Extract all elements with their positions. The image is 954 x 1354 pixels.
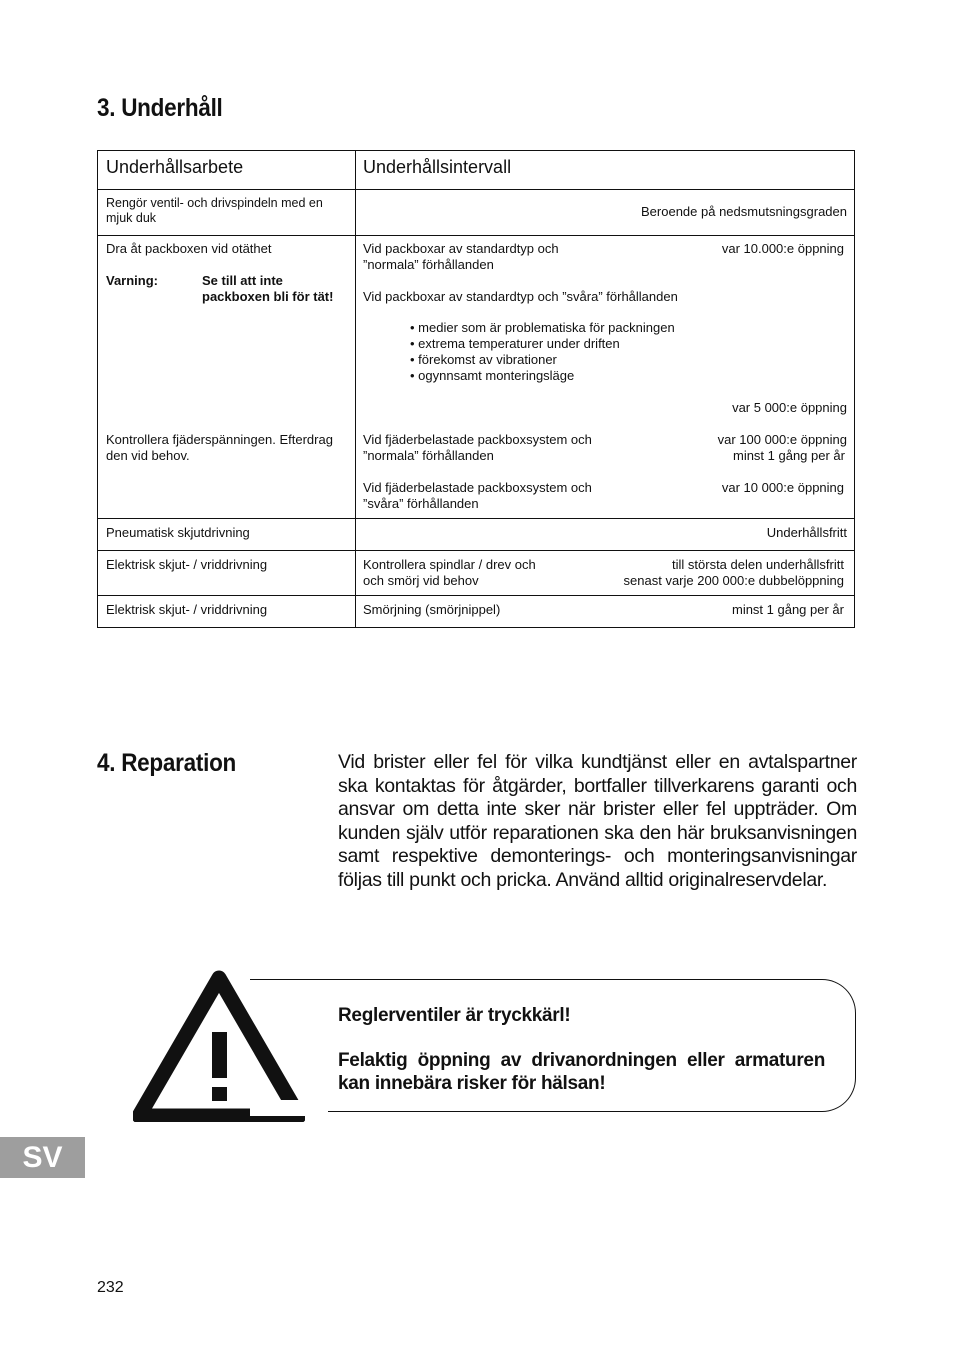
table-cell-interval: Beroende på nedsmutsningsgraden bbox=[641, 204, 847, 219]
table-cell-condition bbox=[363, 480, 592, 512]
warning-heading: Reglerventiler är tryckkärl! bbox=[338, 1005, 571, 1026]
cell-line: Rengör ventil- och drivspindeln med en bbox=[106, 196, 323, 210]
cell-line: packboxen bli för tät! bbox=[202, 289, 334, 304]
repair-paragraph: Vid brister eller fel för vilka kundtjänst eller en avtalspartner ska kontaktas för åtgärder, bortfaller tillverkarens garanti och ansvar om detta inte sker när brister eller fel uppträder. Om kunden själv utför reparationen ska den här bruksanvisningen samt respektive demonterings- och monteringsanvisningar följas till punkt och pricka. Använd alltid originalreservdelar. bbox=[338, 751, 857, 891]
list-item: • extrema temperaturer under driften bbox=[410, 336, 620, 351]
table-cell-interval: var 5 000:e öppning bbox=[732, 400, 847, 415]
cell-line: minst 1 gång per år bbox=[732, 448, 845, 463]
cell-line: Kontrollera fjäderspänningen. Efterdrag bbox=[106, 432, 333, 447]
table-cell-interval bbox=[624, 557, 844, 589]
cell-line: ”normala” förhållanden bbox=[363, 448, 494, 463]
maintenance-table bbox=[97, 150, 855, 628]
table-cell-interval: var 10.000:e öppning bbox=[721, 241, 844, 256]
table-cell-interval: var 10 000:e öppning bbox=[721, 480, 844, 495]
table-cell-action: Smörjning (smörjnippel) bbox=[363, 602, 501, 617]
cell-line: ”svåra” förhållanden bbox=[363, 496, 479, 511]
cell-line: senast varje 200 000:e dubbelöppning bbox=[623, 573, 844, 588]
cell-line: Vid fjäderbelastade packboxsystem och bbox=[363, 432, 592, 447]
table-cell-interval: Underhållsfritt bbox=[766, 525, 847, 540]
table-divider bbox=[98, 235, 854, 236]
cell-line: till största delen underhållsfritt bbox=[672, 557, 844, 572]
table-divider bbox=[98, 518, 854, 519]
table-cell-condition: Vid packboxar av standardtyp och ”svåra” förhållanden bbox=[363, 289, 678, 304]
list-item: • ogynnsamt monteringsläge bbox=[410, 368, 575, 383]
table-cell-action bbox=[363, 557, 536, 589]
table-cell-task bbox=[106, 432, 333, 464]
list-item: • medier som är problematiska för packningen bbox=[410, 320, 675, 335]
section-title-maintenance: 3. Underhåll bbox=[97, 94, 223, 122]
cell-line: mjuk duk bbox=[106, 211, 157, 225]
column-header-interval: Underhållsintervall bbox=[363, 157, 512, 177]
table-cell-condition bbox=[363, 432, 592, 464]
table-divider bbox=[98, 595, 854, 596]
table-cell-task: Dra åt packboxen vid otäthet bbox=[106, 241, 272, 256]
warning-text: Felaktig öppning av drivanordningen eller armaturen kan innebära risker för hälsan! bbox=[338, 1050, 825, 1094]
table-cell-condition bbox=[363, 241, 559, 273]
warning-note bbox=[202, 273, 333, 305]
table-cell-task: Elektrisk skjut- / vriddrivning bbox=[106, 602, 268, 617]
list-item: • förekomst av vibrationer bbox=[410, 352, 557, 367]
cell-line: Vid packboxar av standardtyp och bbox=[363, 241, 559, 256]
table-cell-task: Elektrisk skjut- / vriddrivning bbox=[106, 557, 268, 572]
cell-line: Kontrollera spindlar / drev och bbox=[363, 557, 536, 572]
table-cell-interval bbox=[718, 432, 847, 464]
section-title-repair: 4. Reparation bbox=[97, 749, 237, 777]
table-divider bbox=[98, 189, 854, 190]
table-cell-interval: minst 1 gång per år bbox=[731, 602, 844, 617]
table-cell-task bbox=[106, 196, 323, 226]
column-header-task: Underhållsarbete bbox=[106, 157, 244, 177]
page-number: 232 bbox=[97, 1279, 124, 1296]
language-tab: SV bbox=[0, 1137, 85, 1178]
cell-line: Vid fjäderbelastade packboxsystem och bbox=[363, 480, 592, 495]
warning-box-gap bbox=[250, 1100, 328, 1116]
cell-line: var 100 000:e öppning bbox=[717, 432, 847, 447]
cell-line: ”normala” förhållanden bbox=[363, 257, 494, 272]
table-cell-task: Pneumatisk skjutdrivning bbox=[106, 525, 250, 540]
table-column-divider bbox=[355, 151, 356, 627]
cell-line: Se till att inte bbox=[202, 273, 283, 288]
table-divider bbox=[98, 550, 854, 551]
cell-line: den vid behov. bbox=[106, 448, 190, 463]
cell-line: och smörj vid behov bbox=[363, 573, 479, 588]
warning-label: Varning: bbox=[106, 273, 159, 288]
condition-bullet-list bbox=[410, 320, 675, 384]
